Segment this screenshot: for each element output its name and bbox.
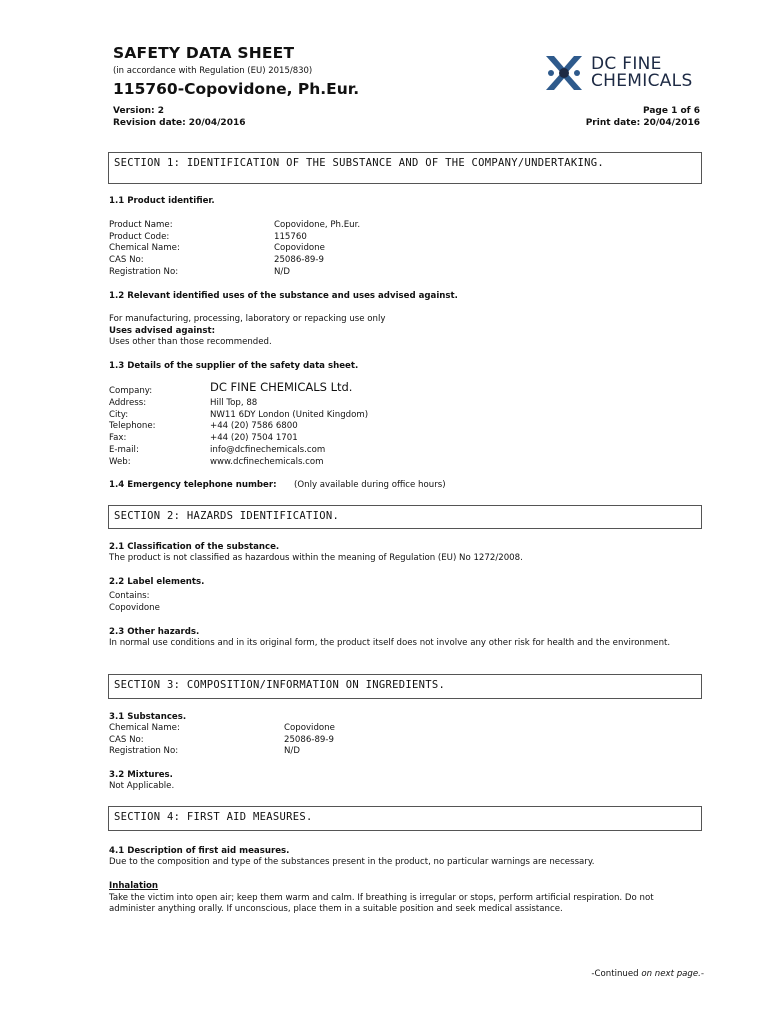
substance-label: Chemical Name: — [109, 723, 180, 733]
uses-advised-text: Uses other than those recommended. — [109, 337, 272, 348]
version: Version: 2 — [113, 106, 165, 116]
logo-wordmark — [591, 56, 693, 90]
supplier-web[interactable]: www.dcfinechemicals.com — [210, 456, 324, 467]
supplier-email[interactable]: info@dcfinechemicals.com — [210, 444, 326, 455]
revision-date: Revision date: 20/04/2016 — [113, 118, 246, 128]
supplier-value: +44 (20) 7586 6800 — [210, 421, 298, 432]
first-aid-text: Due to the composition and type of the substances present in the product, no particular warnings are necessary. — [109, 857, 595, 867]
subsection-3-1: 3.1 Substances. — [109, 712, 187, 722]
supplier-company: DC FINE CHEMICALS Ltd. — [210, 380, 353, 394]
section-2-header: SECTION 2: HAZARDS IDENTIFICATION. — [108, 505, 702, 529]
page-number: Page 1 of 6 — [643, 106, 700, 116]
substance-value: N/D — [284, 746, 300, 757]
classification-text: The product is not classified as hazardous within the meaning of Regulation (EU) No 1272/2008. — [109, 553, 523, 563]
inhalation-heading: Inhalation — [109, 881, 159, 891]
supplier-label: Telephone: — [109, 421, 156, 432]
subsection-2-2: 2.2 Label elements. — [109, 577, 205, 587]
document-title: SAFETY DATA SHEET — [113, 44, 295, 62]
substance-value: Copovidone — [284, 723, 335, 733]
id-label: CAS No: — [109, 255, 144, 266]
supplier-label: Company: — [109, 386, 153, 396]
print-date: Print date: 20/04/2016 — [585, 118, 700, 128]
inhalation-line-2: administer anything orally. If unconscious, place them in a suitable position and seek medical assistance. — [109, 904, 563, 915]
logo-line-1: DC FINE — [591, 54, 662, 74]
supplier-label: Web: — [109, 456, 131, 467]
id-value: Copovidone — [274, 243, 325, 254]
id-label: Registration No: — [109, 266, 179, 277]
id-value: Copovidone, Ph.Eur. — [274, 220, 361, 230]
continued-next: on next page.- — [641, 969, 704, 979]
subsection-1-1: 1.1 Product identifier. — [109, 196, 215, 206]
continued-note — [591, 969, 704, 979]
section-4-header: SECTION 4: FIRST AID MEASURES. — [108, 806, 702, 831]
id-value: N/D — [274, 266, 290, 277]
uses-text: For manufacturing, processing, laboratory or repacking use only — [109, 314, 386, 324]
subsection-1-3: 1.3 Details of the supplier of the safety data sheet. — [109, 361, 359, 371]
id-value: 25086-89-9 — [274, 255, 324, 266]
supplier-label: City: — [109, 409, 129, 420]
logo-line-2: CHEMICALS — [591, 71, 693, 91]
inhalation-line-1: Take the victim into open air; keep them warm and calm. If breathing is irregular or stops, perform artificial respiration. Do not — [109, 892, 654, 903]
subsection-4-1: 4.1 Description of first aid measures. — [109, 846, 290, 856]
subsection-1-2: 1.2 Relevant identified uses of the substance and uses advised against. — [109, 291, 458, 301]
continued-label: -Continued — [591, 969, 639, 979]
id-value: 115760 — [274, 231, 307, 242]
substance-label: CAS No: — [109, 734, 144, 745]
other-hazards-text: In normal use conditions and in its original form, the product itself does not involve any other risk for health and the environment. — [109, 638, 671, 648]
subsection-1-4: 1.4 Emergency telephone number: — [109, 480, 277, 490]
section-1-header: SECTION 1: IDENTIFICATION OF THE SUBSTANCE AND OF THE COMPANY/UNDERTAKING. — [108, 152, 702, 184]
supplier-label: Address: — [109, 398, 147, 408]
contains-value: Copovidone — [109, 602, 160, 613]
subsection-2-1: 2.1 Classification of the substance. — [109, 542, 280, 552]
regulation-note: (in accordance with Regulation (EU) 2015/830) — [113, 66, 313, 76]
supplier-value: Hill Top, 88 — [210, 398, 258, 408]
section-3-header: SECTION 3: COMPOSITION/INFORMATION ON INGREDIENTS. — [108, 674, 702, 699]
mixtures-text: Not Applicable. — [109, 781, 175, 791]
supplier-value: NW11 6DY London (United Kingdom) — [210, 409, 369, 420]
id-label: Product Code: — [109, 231, 170, 242]
logo-icon — [546, 56, 582, 90]
substance-value: 25086-89-9 — [284, 734, 334, 745]
supplier-label: Fax: — [109, 433, 127, 444]
supplier-value: +44 (20) 7504 1701 — [210, 433, 298, 444]
id-label: Chemical Name: — [109, 243, 180, 254]
product-title: 115760-Copovidone, Ph.Eur. — [113, 80, 360, 98]
id-label: Product Name: — [109, 220, 173, 230]
contains-label: Contains: — [109, 591, 150, 601]
emergency-note: (Only available during office hours) — [294, 480, 446, 490]
supplier-label: E-mail: — [109, 444, 139, 455]
uses-advised-label: Uses advised against: — [109, 325, 216, 336]
substance-label: Registration No: — [109, 746, 179, 757]
subsection-2-3: 2.3 Other hazards. — [109, 627, 200, 637]
subsection-3-2: 3.2 Mixtures. — [109, 770, 173, 780]
